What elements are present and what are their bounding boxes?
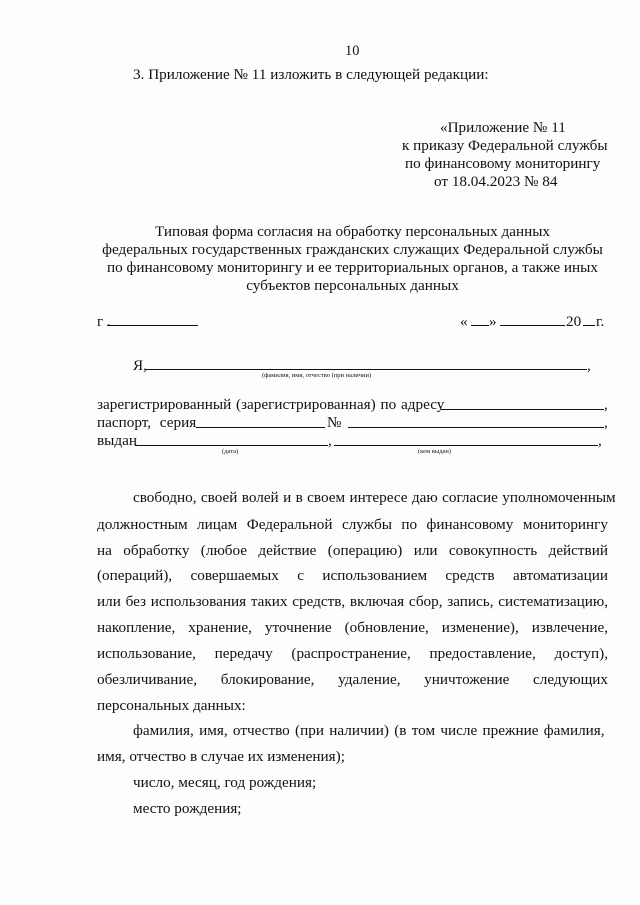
month-blank[interactable] (500, 325, 565, 326)
fio-blank[interactable] (146, 369, 587, 370)
appendix-line-3: по финансовому мониторингу (405, 155, 601, 172)
consent-line-3: на обработку (любое действие (операцию) или совокупность действий (97, 542, 608, 559)
passport-series-blank[interactable] (196, 427, 325, 428)
intro-paragraph: 3. Приложение № 11 изложить в следующей редакции: (133, 66, 489, 83)
title-line-3: по финансовому мониторингу и ее территориальных органов, а также иных (107, 259, 598, 276)
date-open-quote: « (460, 313, 468, 330)
date-caption: (дата) (222, 448, 239, 455)
page-number: 10 (345, 43, 360, 59)
fio-caption: (фамилия, имя, отчество (при наличии) (262, 372, 372, 379)
i-label: Я, (133, 357, 147, 374)
issuer-blank[interactable] (334, 445, 598, 446)
issued-comma-1: , (328, 432, 332, 449)
city-blank[interactable] (107, 325, 198, 326)
consent-line-8: обезличивание, блокирование, удаление, уничтожение следующих (97, 671, 608, 688)
fio-comma: , (587, 357, 591, 374)
list-item-birthplace: место рождения; (133, 800, 242, 817)
address-comma: , (604, 396, 608, 413)
year-blank[interactable] (583, 325, 595, 326)
list-item-birthdate: число, месяц, год рождения; (133, 774, 317, 791)
year-prefix: 20 (566, 313, 582, 330)
appendix-line-1: «Приложение № 11 (440, 119, 566, 136)
passport-label: паспорт, серия (97, 414, 197, 431)
year-suffix: г. (596, 313, 605, 330)
passport-number-label: № (327, 414, 342, 431)
issued-comma-2: , (598, 432, 602, 449)
title-line-4: субъектов персональных данных (246, 277, 459, 294)
city-label: г . (97, 313, 111, 330)
list-item-fio: фамилия, имя, отчество (при наличии) (в том числе прежние фамилия, (133, 722, 605, 739)
date-close-quote: » (489, 313, 497, 330)
appendix-line-4: от 18.04.2023 № 84 (434, 173, 558, 190)
consent-line-4: (операций), совершаемых с использованием средств автоматизации (97, 567, 608, 584)
passport-comma: , (604, 414, 608, 431)
day-blank[interactable] (471, 325, 489, 326)
address-blank[interactable] (441, 409, 604, 410)
issued-date-blank[interactable] (135, 445, 328, 446)
registered-label: зарегистрированный (зарегистрированная) по адресу (97, 396, 445, 413)
consent-line-2: должностным лицам Федеральной службы по финансовому мониторингу (97, 516, 608, 533)
passport-number-blank[interactable] (348, 427, 604, 428)
consent-line-1: свободно, своей волей и в своем интересе даю согласие уполномоченным (133, 489, 616, 506)
consent-line-9: персональных данных: (97, 697, 246, 714)
consent-line-7: использование, передачу (распространение, предоставление, доступ), (97, 645, 608, 662)
consent-line-5: или без использования таких средств, включая сбор, запись, систематизацию, (97, 593, 608, 610)
title-line-2: федеральных государственных гражданских служащих Федеральной службы (102, 241, 603, 258)
issuer-caption: (кем выдан) (418, 448, 452, 455)
title-line-1: Типовая форма согласия на обработку персональных данных (154, 223, 551, 240)
consent-line-6: накопление, хранение, уточнение (обновление, изменение), извлечение, (97, 619, 608, 636)
list-item-fio-cont: имя, отчество в случае их изменения); (97, 748, 345, 765)
issued-label: выдан (97, 432, 137, 449)
appendix-line-2: к приказу Федеральной службы (402, 137, 608, 154)
